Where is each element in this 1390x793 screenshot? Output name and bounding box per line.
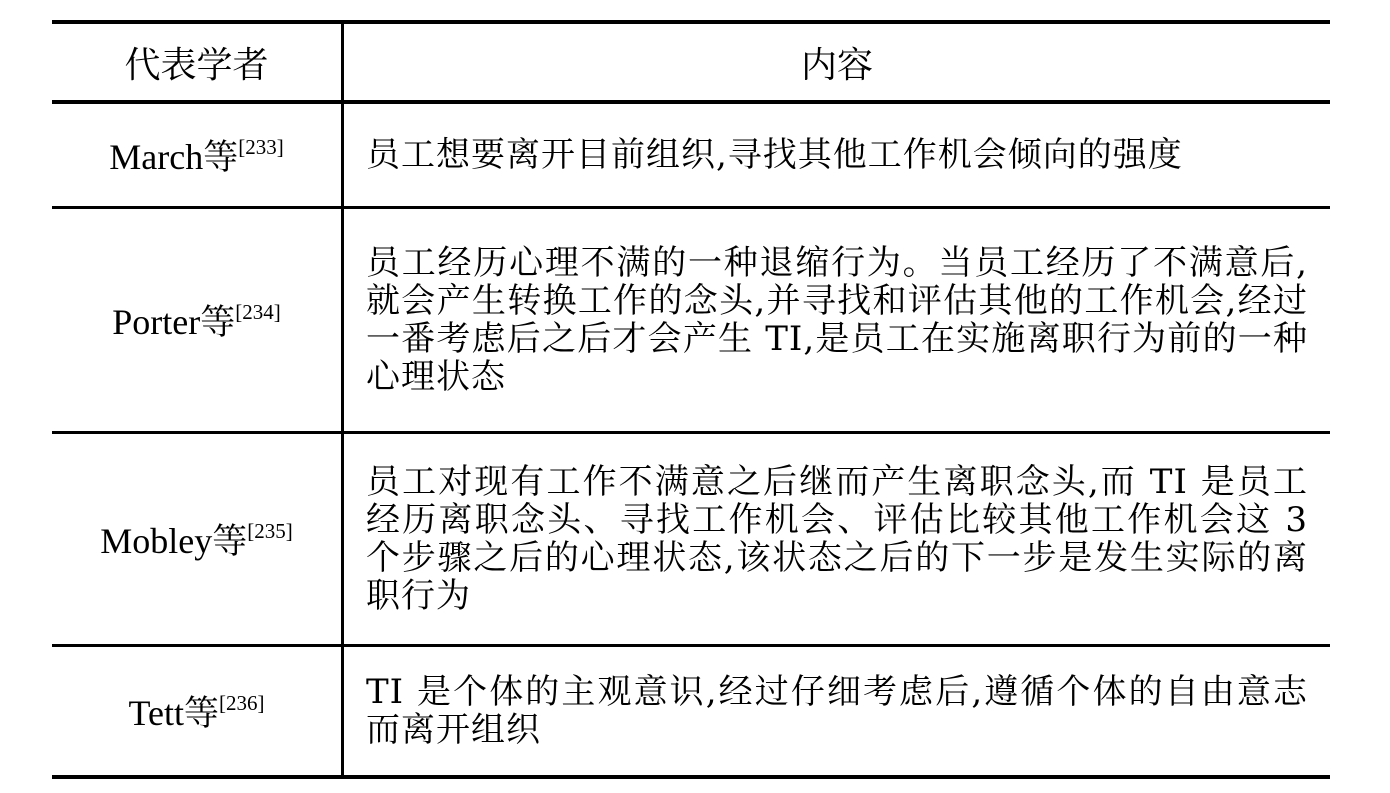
table-row xyxy=(52,646,1330,778)
content-cell: 员工想要离开目前组织,寻找其他工作机会倾向的强度 xyxy=(366,135,1183,175)
header-scholar: 代表学者 xyxy=(52,22,343,102)
citation-ref: [235] xyxy=(247,519,293,543)
content-cell: 员工经历心理不满的一种退缩行为。当员工经历了不满意后,就会产生转换工作的念头,并寻找和评估其他的工作机会,经过一番考虑后之后才会产生 TI,是员工在实施离职行为前的一种心理状态 xyxy=(366,243,1308,397)
scholar-cell xyxy=(52,102,343,208)
content-cell: 员工对现有工作不满意之后继而产生离职念头,而 TI 是员工经历离职念头、寻找工作机会、评估比较其他工作机会这 3 个步骤之后的心理状态,该状态之后的下一步是发生实际的离职行为 xyxy=(366,462,1308,616)
scholar-cell xyxy=(52,208,343,433)
citation-ref: [236] xyxy=(218,691,265,715)
content-cell: TI 是个体的主观意识,经过仔细考虑后,遵循个体的自由意志而离开组织 xyxy=(366,672,1308,750)
scholar-name: Tett xyxy=(128,693,184,733)
scholar-suffix: 等 xyxy=(212,522,248,562)
definition-table-container xyxy=(52,20,1330,779)
scholar-name: Porter xyxy=(112,302,201,342)
header-content: 内容 xyxy=(800,44,873,86)
definition-table xyxy=(52,20,1330,779)
table-body xyxy=(52,102,1330,777)
scholar-suffix: 等 xyxy=(203,138,239,178)
citation-ref: [234] xyxy=(235,300,281,324)
scholar-suffix: 等 xyxy=(183,694,219,734)
table-row xyxy=(52,208,1330,433)
scholar-cell xyxy=(52,433,343,646)
table-header xyxy=(52,22,1330,102)
citation-ref: [233] xyxy=(238,135,284,159)
scholar-name: March xyxy=(109,137,204,177)
table-row xyxy=(52,433,1330,646)
scholar-suffix: 等 xyxy=(200,303,236,343)
header-row xyxy=(52,22,1330,102)
scholar-cell xyxy=(52,646,343,778)
table-row xyxy=(52,102,1330,208)
scholar-name: Mobley xyxy=(100,521,213,561)
